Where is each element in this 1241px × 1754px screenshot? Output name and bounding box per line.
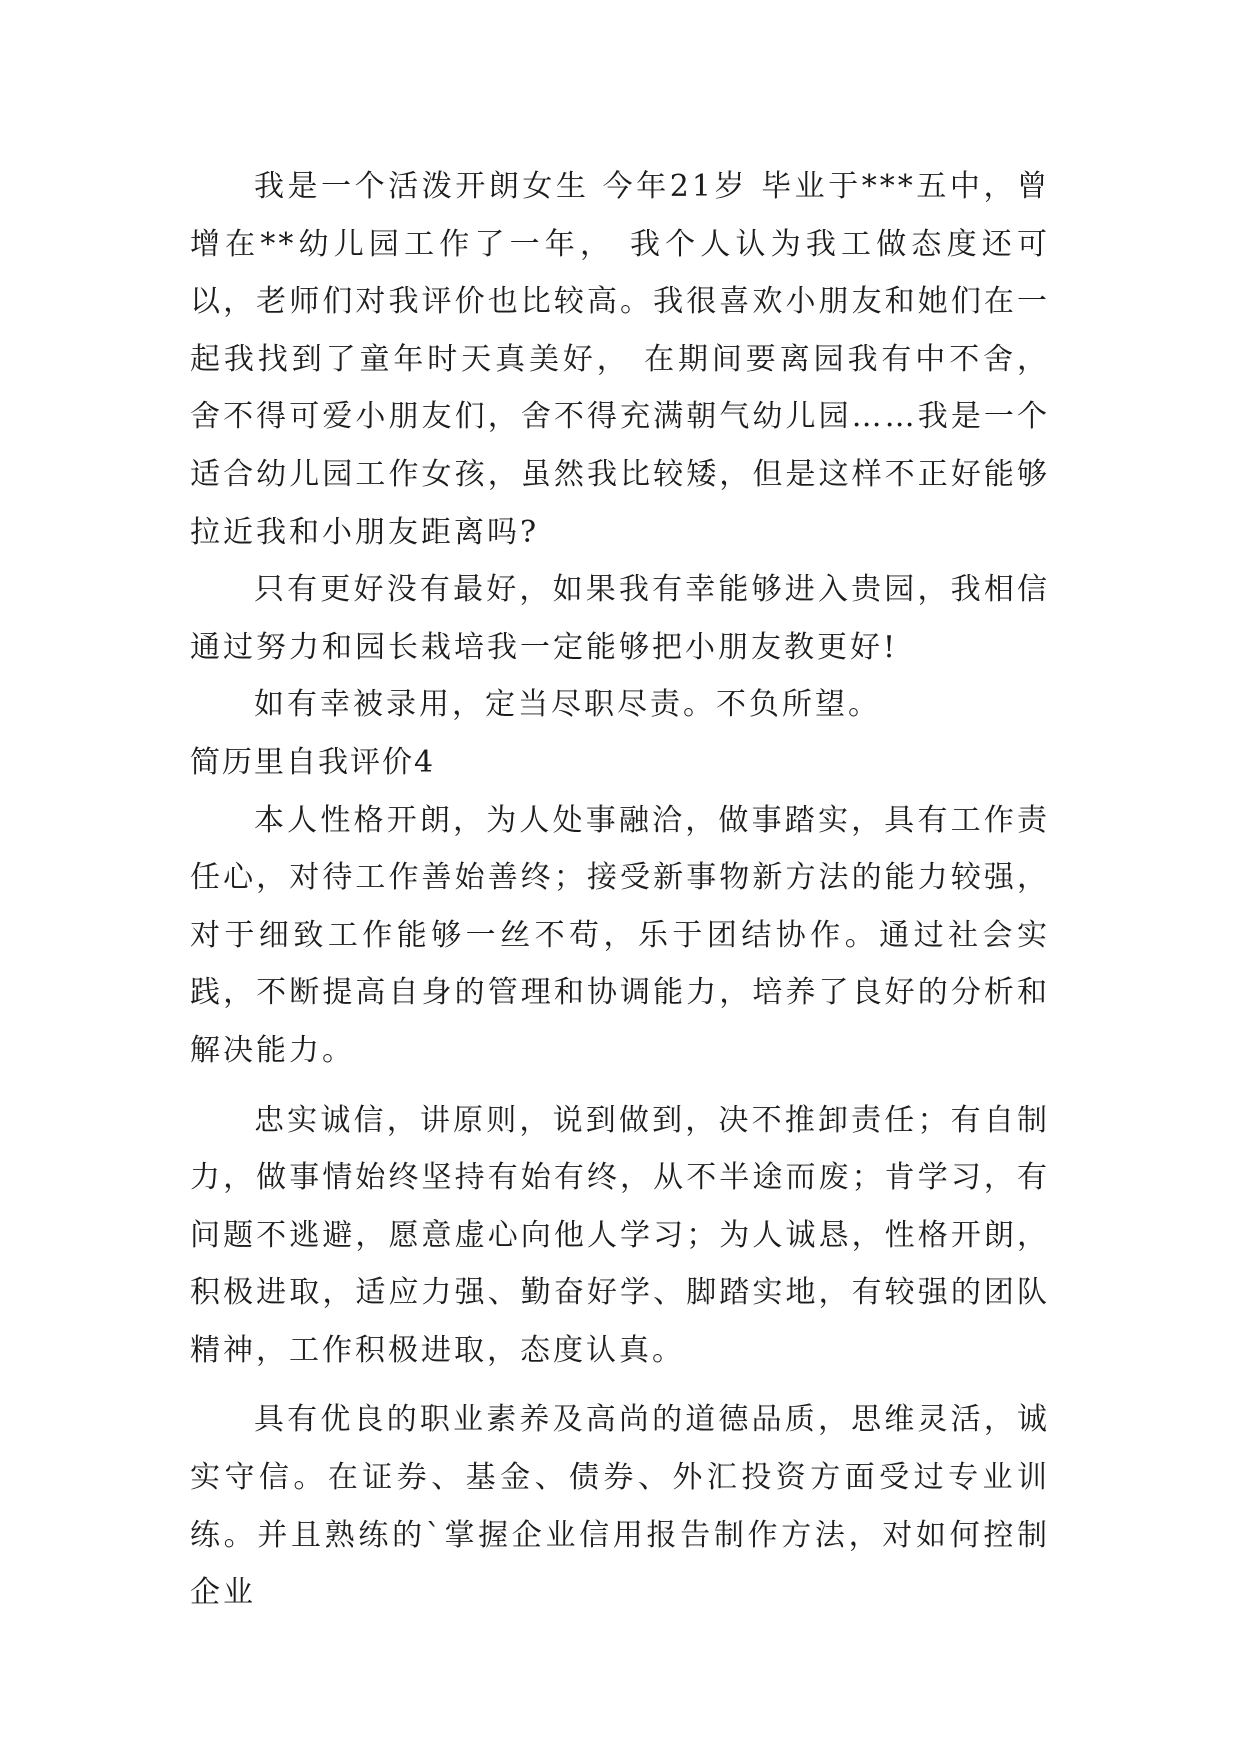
paragraph-integrity: 忠实诚信，讲原则，说到做到，决不推卸责任；有自制力，做事情始终坚持有始有终，从不半途而废；肯学习，有问题不逃避，愿意虚心向他人学习；为人诚恳，性格开朗，积极进取，适应力强、勤奋好学、脚踏实地，有较强的团队精神，工作积极进取，态度认真。 bbox=[190, 1102, 1050, 1368]
section-heading: 简历里自我评价4 bbox=[190, 744, 436, 780]
paragraph-intro: 我是一个活泼开朗女生 今年21岁 毕业于***五中，曾增在**幼儿园工作了一年， 我个人认为我工做态度还可以，老师们对我评价也比较高。我很喜欢小朋友和她们在一起我找到了童年时天真美好， 在期间要离园我有中不舍，舍不得可爱小朋友们，舍不得充满朝气幼儿园……我是一个适合幼儿园工作女孩，虽然我比较矮，但是这样不正好能够拉近我和小朋友距离吗? bbox=[190, 169, 1050, 550]
paragraph-commitment: 如有幸被录用，定当尽职尽责。不负所望。 bbox=[254, 687, 881, 723]
paragraph-personality: 本人性格开朗，为人处事融洽，做事踏实，具有工作责任心，对待工作善始善终；接受新事物新方法的能力较强，对于细致工作能够一丝不苟，乐于团结协作。通过社会实践，不断提高自身的管理和协调能力，培养了良好的分析和解决能力。 bbox=[190, 802, 1050, 1068]
document-body bbox=[190, 158, 1050, 1622]
paragraph-professional: 具有优良的职业素养及高尚的道德品质，思维灵活，诚实守信。在证券、基金、债券、外汇投资方面受过专业训练。并且熟练的`掌握企业信用报告制作方法，对如何控制企业 bbox=[190, 1402, 1050, 1611]
paragraph-aspiration: 只有更好没有最好，如果我有幸能够进入贵园，我相信通过努力和园长栽培我一定能够把小朋友教更好! bbox=[190, 572, 1050, 665]
